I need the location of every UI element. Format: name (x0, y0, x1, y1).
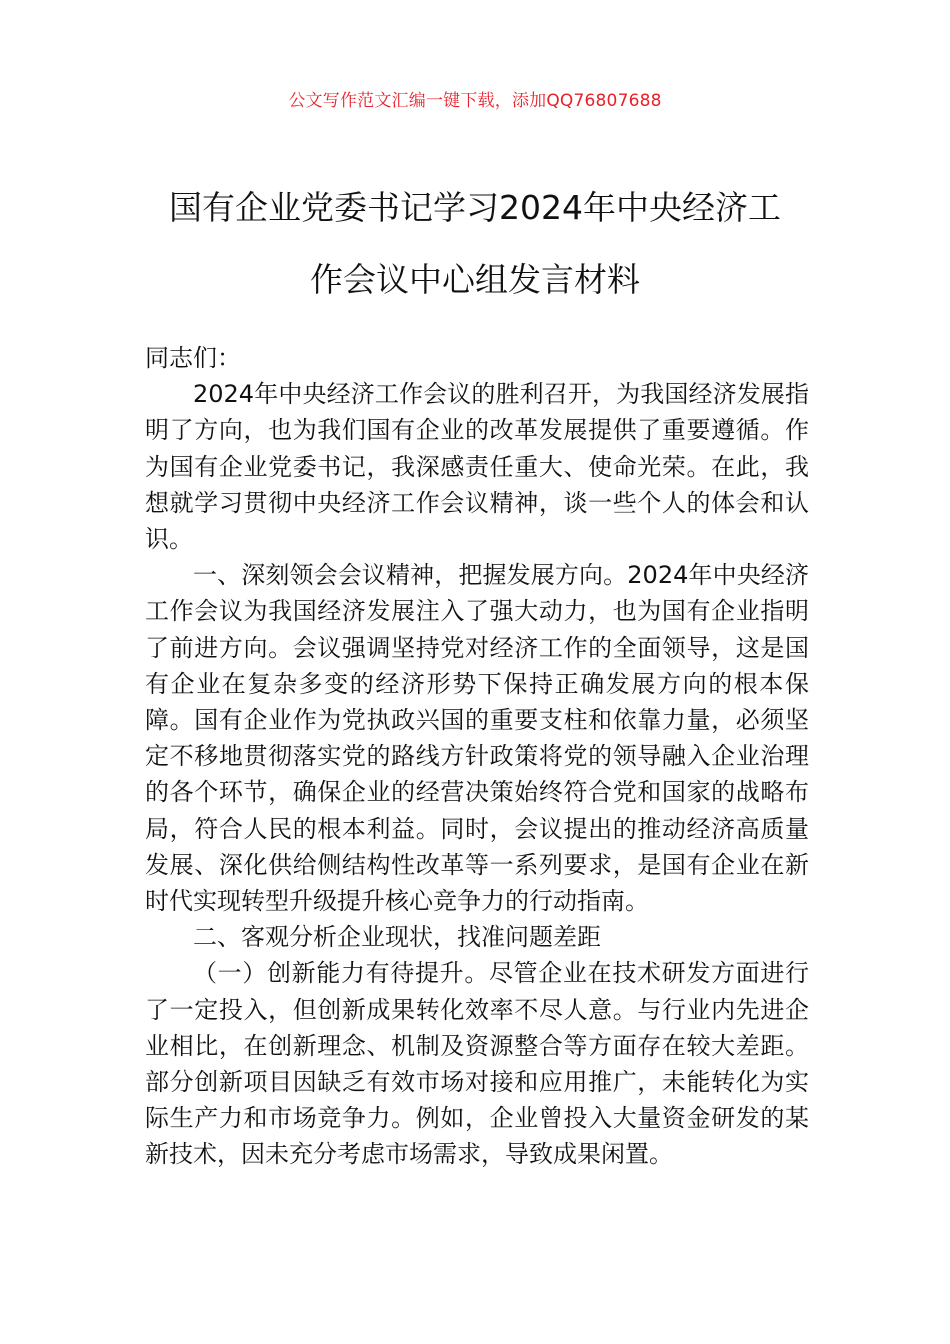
greeting: 同志们： (145, 344, 241, 372)
document-body (145, 340, 809, 1173)
paragraph-subsection-1: （一）创新能力有待提升。尽管企业在技术研发方面进行了一定投入，但创新成果转化效率不尽人意。与行业内先进企业相比，在创新理念、机制及资源整合等方面存在较大差距。部分创新项目因缺乏有效市场对接和应用推广，未能转化为实际生产力和市场竞争力。例如，企业曾投入大量资金研发的某新技术，因未充分考虑市场需求，导致成果闲置。 (145, 959, 809, 1169)
section-heading-2: 二、客观分析企业现状，找准问题差距 (193, 923, 601, 952)
paragraph-section-1: 一、深刻领会会议精神，把握发展方向。2024年中央经济工作会议为我国经济发展注入了强大动力，也为国有企业指明了前进方向。会议强调坚持党对经济工作的全面领导，这是国有企业在复杂多变的经济形势下保持正确发展方向的根本保障。国有企业作为党执政兴国的重要支柱和依靠力量，必须坚定不移地贯彻落实党的路线方针政策将党的领导融入企业治理的各个环节，确保企业的经营决策始终符合党和国家的战略布局，符合人民的根本利益。同时，会议提出的推动经济高质量发展、深化供给侧结构性改革等一系列要求，是国有企业在新时代实现转型升级提升核心竞争力的行动指南。 (145, 561, 809, 916)
document-title (140, 172, 810, 316)
title-line-1: 国有企业党委书记学习2024年中央经济工 (169, 188, 781, 227)
title-line-2: 作会议中心组发言材料 (310, 260, 640, 299)
paragraph-intro: 2024年中央经济工作会议的胜利召开，为我国经济发展指明了方向，也为我们国有企业的改革发展提供了重要遵循。作为国有企业党委书记，我深感责任重大、使命光荣。在此，我想就学习贯彻中央经济工作会议精神，谈一些个人的体会和认识。 (145, 380, 809, 554)
download-banner: 公文写作范文汇编一键下载，添加QQ76807688 (288, 91, 662, 111)
